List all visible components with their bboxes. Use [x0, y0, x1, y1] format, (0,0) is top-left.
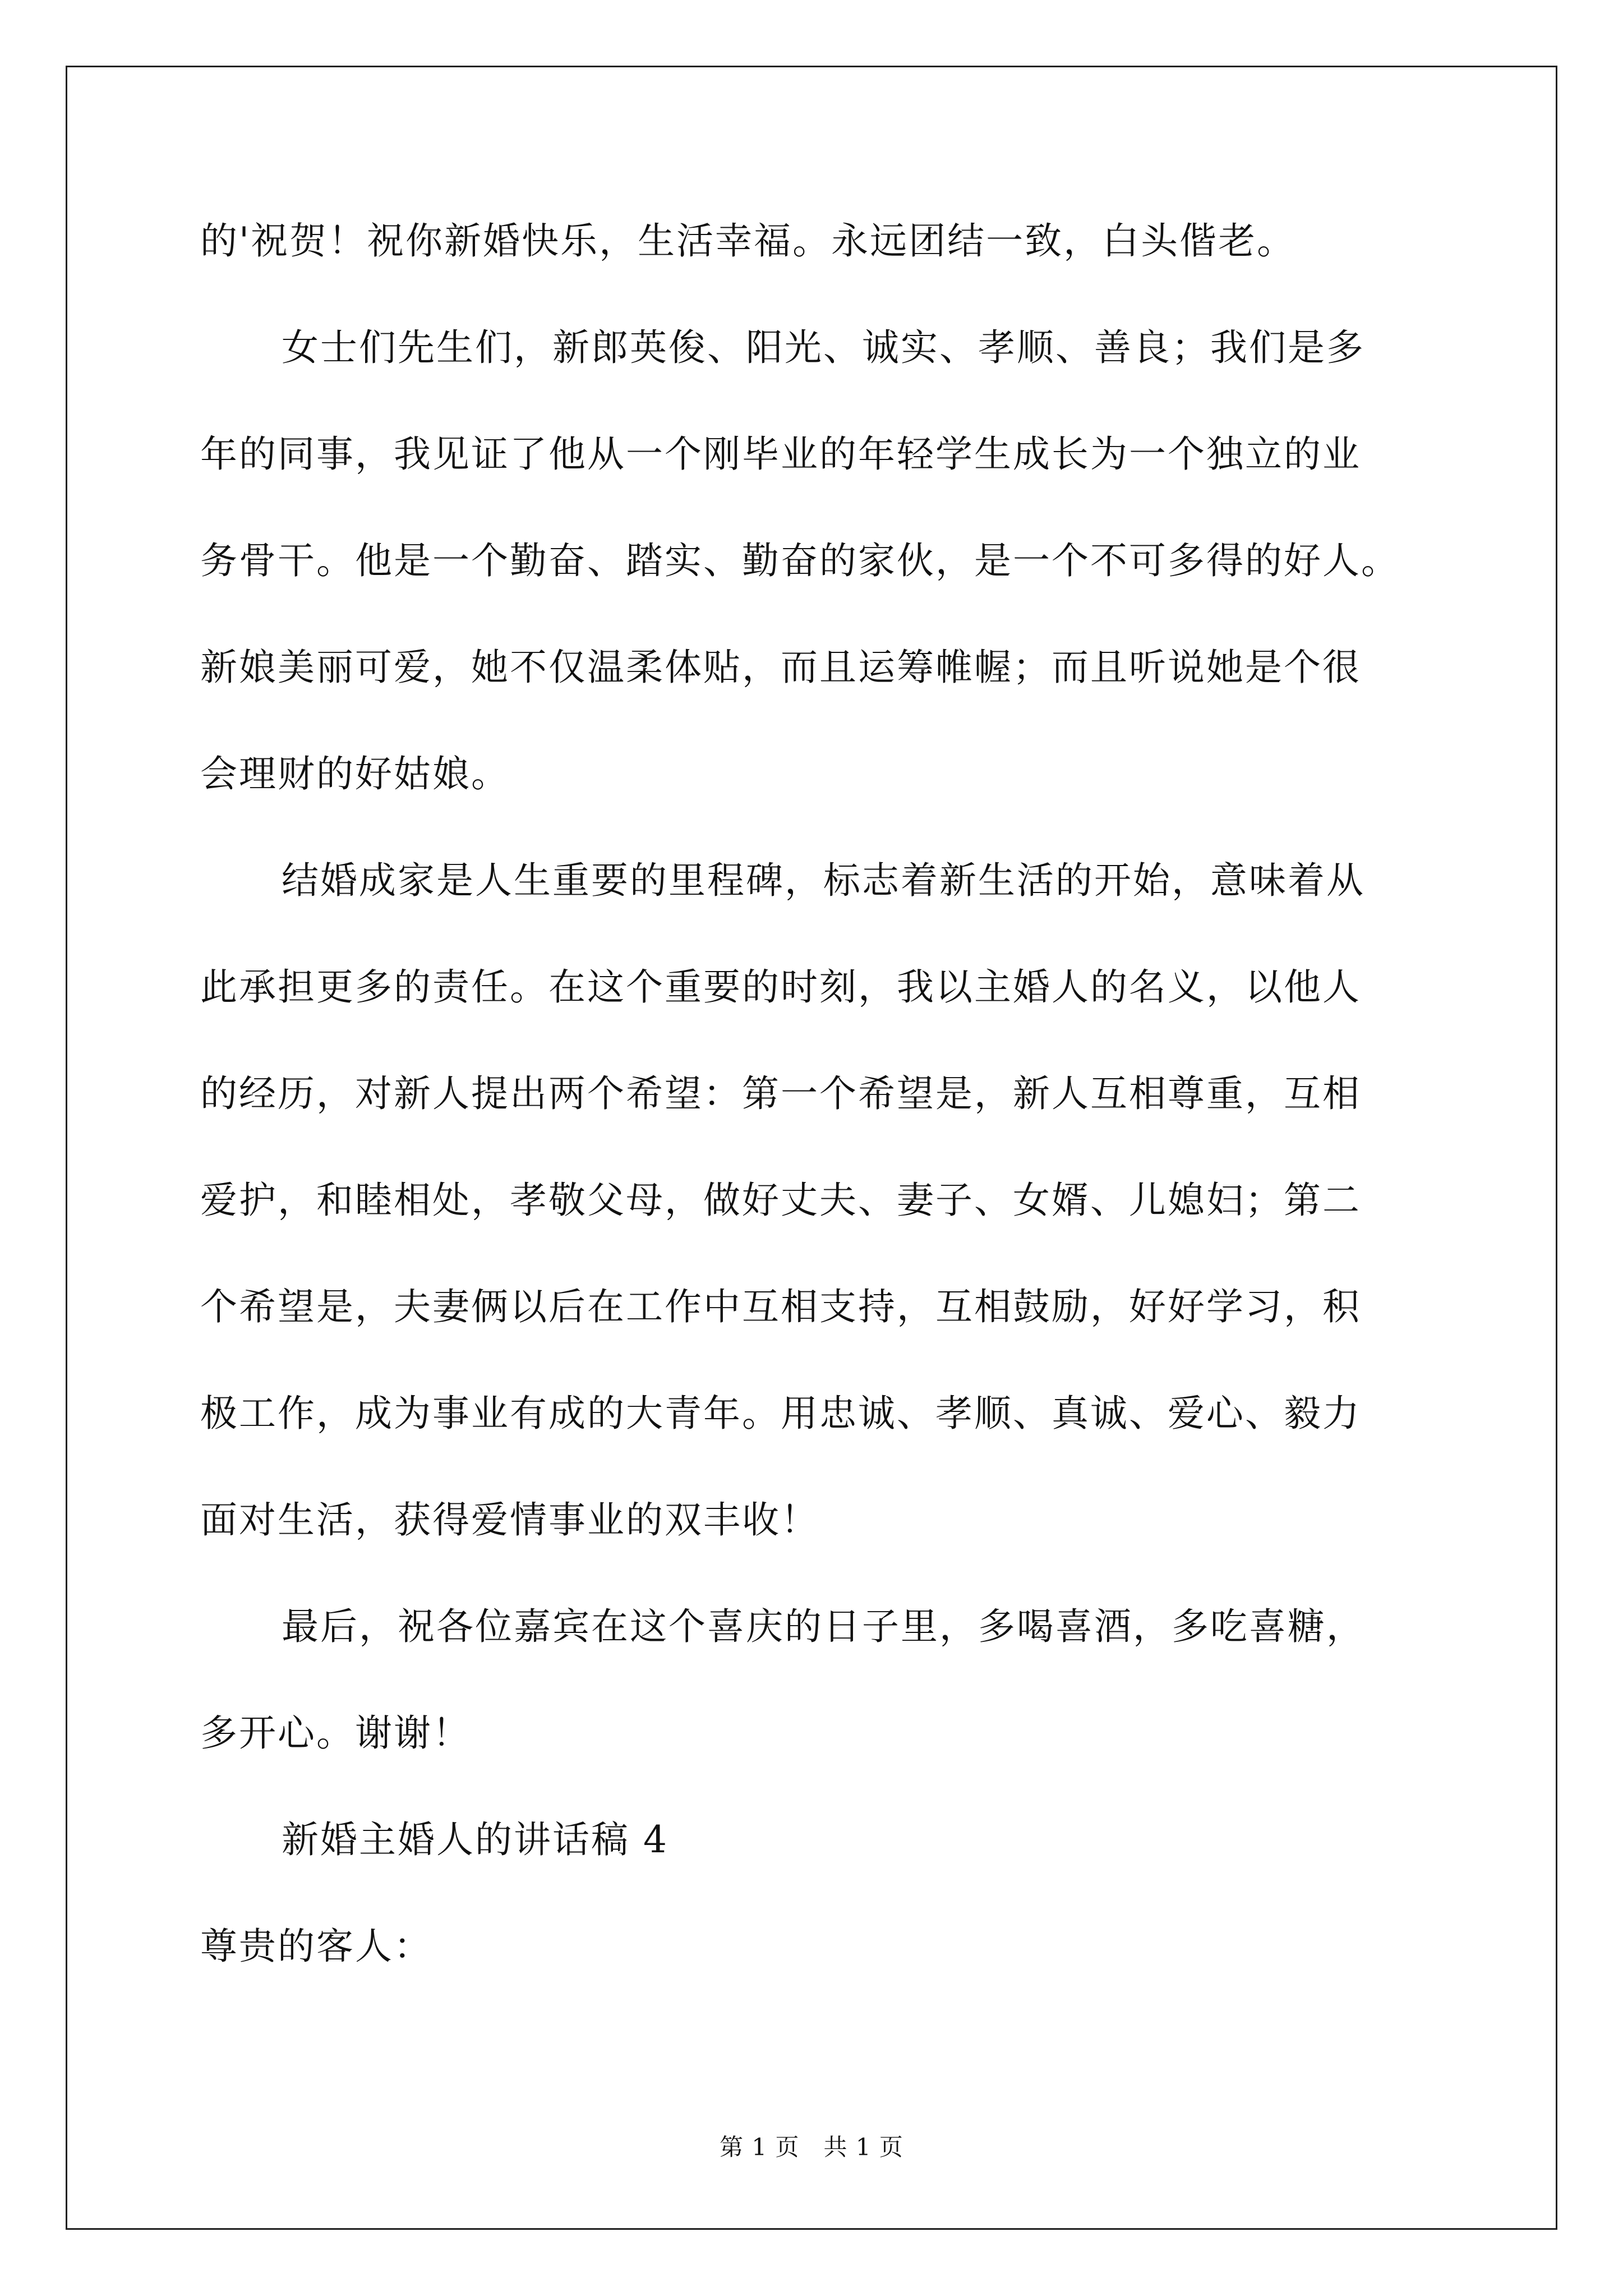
text-line: 个希望是，夫妻俩以后在工作中互相支持，互相鼓励，好好学习，积	[200, 1285, 1361, 1328]
text-line: 的经历，对新人提出两个希望：第一个希望是，新人互相尊重，互相	[200, 1072, 1361, 1115]
page-footer: 第 1 页 共 1 页	[720, 2133, 903, 2161]
section-heading: 新婚主婚人的讲话稿 4	[282, 1818, 668, 1861]
text-line: 面对生活，获得爱情事业的双丰收！	[200, 1498, 819, 1542]
text-line: 多开心。谢谢！	[200, 1711, 471, 1755]
text-line: 的'祝贺！祝你新婚快乐，生活幸福。永远团结一致，白头偕老。	[200, 219, 1296, 263]
text-line: 极工作，成为事业有成的大青年。用忠诚、孝顺、真诚、爱心、毅力	[200, 1392, 1361, 1435]
text-line: 最后，祝各位嘉宾在这个喜庆的日子里，多喝喜酒，多吃喜糖，	[282, 1605, 1365, 1648]
text-line: 结婚成家是人生重要的里程碑，标志着新生活的开始，意味着从	[282, 859, 1365, 902]
salutation: 尊贵的客人：	[200, 1925, 432, 1968]
text-line: 新娘美丽可爱，她不仅温柔体贴，而且运筹帷幄；而且听说她是个很	[200, 646, 1361, 689]
page-border	[66, 66, 1557, 2230]
text-line: 此承担更多的责任。在这个重要的时刻，我以主婚人的名义，以他人	[200, 965, 1361, 1009]
text-line: 年的同事，我见证了他从一个刚毕业的年轻学生成长为一个独立的业	[200, 432, 1361, 476]
text-line: 会理财的好姑娘。	[200, 752, 510, 795]
text-line: 爱护，和睦相处，孝敬父母，做好丈夫、妻子、女婿、儿媳妇；第二	[200, 1179, 1361, 1222]
text-line: 务骨干。他是一个勤奋、踏实、勤奋的家伙，是一个不可多得的好人。	[200, 539, 1400, 582]
text-line: 女士们先生们，新郎英俊、阳光、诚实、孝顺、善良；我们是多	[282, 326, 1365, 369]
